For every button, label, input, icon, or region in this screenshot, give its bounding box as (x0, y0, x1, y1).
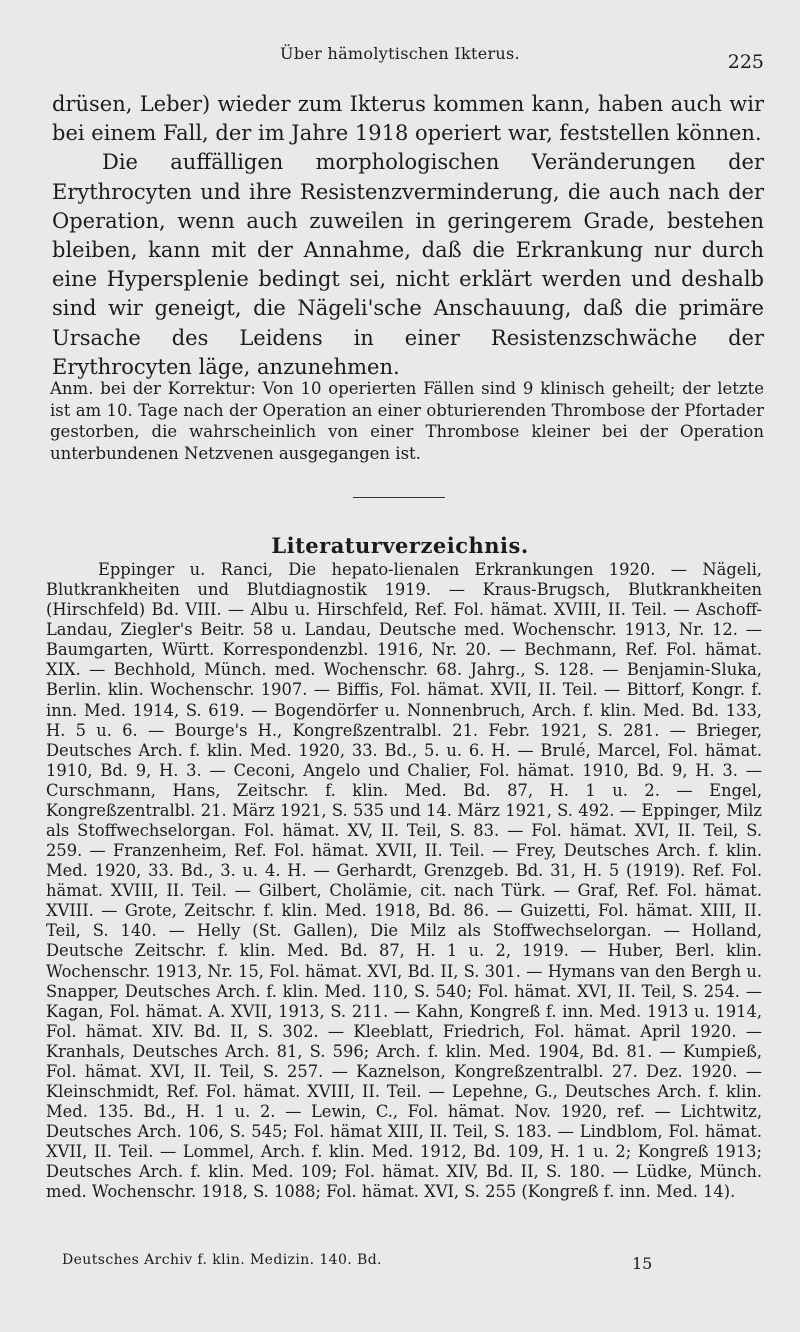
correction-note-text: Anm. bei der Korrektur: Von 10 operierten Fällen sind 9 klinisch geheilt; der letzte ist am 10. Tage nach der Operation an einer obturierenden Thrombose der Pfortader gestorben, die wahrscheinlich von einer Thrombose kleiner bei der Operation unterbundenen Netzvenen ausgegangen ist. (50, 379, 764, 463)
literature-references: Eppinger u. Ranci, Die hepato-lienalen Erkrankungen 1920. — Nägeli, Blutkrankheiten und Blutdiagnostik 1919. — Kraus-Brugsch, Blutkrankheiten (Hirschfeld) Bd. VIII. — Albu u. Hirschfeld, Ref. Fol. hämat. XVIII, II. Teil. — Aschoff-Landau, Ziegler's Beitr. 58 u. Landau, Deutsche med. Wochenschr. 1913, Nr. 12. — Baumgarten, Württ. Korrespondenzbl. 1916, Nr. 20. — Bechmann, Ref. Fol. hämat. XIX. — Bechhold, Münch. med. Wochenschr. 68. Jahrg., S. 128. — Benjamin-Sluka, Berlin. klin. Wochenschr. 1907. — Biffis, Fol. hämat. XVII, II. Teil. — Bittorf, Kongr. f. inn. Med. 1914, S. 619. — Bogendörfer u. Nonnenbruch, Arch. f. klin. Med. Bd. 133, H. 5 u. 6. — Bourge's H., Kongreßzentralbl. 21. Febr. 1921, S. 281. — Brieger, Deutsches Arch. f. klin. Med. 1920, 33. Bd., 5. u. 6. H. — Brulé, Marcel, Fol. hämat. 1910, Bd. 9, H. 3. — Ceconi, Angelo und Chalier, Fol. hämat. 1910, Bd. 9, H. 3. — Curschmann, Hans, Zeitschr. f. klin. Med. Bd. 87, H. 1 u. 2. — Engel, Kongreßzentralbl. 21. März 1921, S. 535 und 14. März 1921, S. 492. — Eppinger, Milz als Stoffwechselorgan. Fol. hämat. XV, II. Teil, S. 83. — Fol. hämat. XVI, II. Teil, S. 259. — Franzenheim, Ref. Fol. hämat. XVII, II. Teil. — Frey, Deutsches Arch. f. klin. Med. 1920, 33. Bd., 3. u. 4. H. — Gerhardt, Grenzgeb. Bd. 31, H. 5 (1919). Ref. Fol. hämat. XVIII, II. Teil. — Gilbert, Cholämie, cit. nach Türk. — Graf, Ref. Fol. hämat. XVIII. — Grote, Zeitschr. f. klin. Med. 1918, Bd. 86. — Guizetti, Fol. hämat. XIII, II. Teil, S. 140. — Helly (St. Gallen), Die Milz als Stoffwechselorgan. — Holland, Deutsche Zeitschr. f. klin. Med. Bd. 87, H. 1 u. 2, 1919. — Huber, Berl. klin. Wochenschr. 1913, Nr. 15, Fol. hämat. XVI, Bd. II, S. 301. — Hymans van den Bergh u. Snapper, Deutsches Arch. f. klin. Med. 110, S. 540; Fol. hämat. XVI, II. Teil, S. 254. — Kagan, Fol. hämat. A. XVII, 1913, S. 211. — Kahn, Kongreß f. inn. Med. 1913 u. 1914, Fol. hämat. XIV. Bd. II, S. 302. — Kleeblatt, Friedrich, Fol. hämat. April 1920. — Kranhals, Deutsches Arch. 81, S. 596; Arch. f. klin. Med. 1904, Bd. 81. — Kumpieß, Fol. hämat. XVI, II. Teil, S. 257. — Kaznelson, Kongreßzentralbl. 27. Dez. 1920. — Kleinschmidt, Ref. Fol. hämat. XVIII, II. Teil. — Lepehne, G., Deutsches Arch. f. klin. Med. 135. Bd., H. 1 u. 2. — Lewin, C., Fol. hämat. Nov. 1920, ref. — Lichtwitz, Deutsches Arch. 106, S. 545; Fol. hämat XIII, II. Teil, S. 183. — Lindblom, Fol. hämat. XVII, II. Teil. — Lommel, Arch. f. klin. Med. 1912, Bd. 109, H. 1 u. 2; Kongreß 1913; Deutsches Arch. f. klin. Med. 109; Fol. hämat. XIV, Bd. II, S. 180. — Lüdke, Münch. med. Wochenschr. 1918, S. 1088; Fol. hämat. XVI, S. 255 (Kongreß f. inn. Med. 14). (46, 560, 762, 1202)
sheet-signature: 15 (632, 1254, 653, 1273)
journal-footer: Deutsches Archiv f. klin. Medizin. 140. Bd. (62, 1252, 382, 1268)
section-divider (353, 497, 445, 498)
paragraph: Die auffälligen morphologischen Veränderungen der Erythrocyten und ihre Resistenzverminderung, die auch nach der Operation, wenn auch zuweilen in geringerem Grade, bestehen bleiben, kann mit der Annahme, daß die Erkrankung nur durch eine Hypersplenie bedingt sei, nicht erklärt werden und deshalb sind wir geneigt, die Nägeli'sche Anschauung, daß die primäre Ursache des Leidens in einer Resistenzschwäche der Erythrocyten läge, anzunehmen. (52, 150, 764, 379)
correction-note (50, 378, 764, 464)
main-text (52, 90, 764, 382)
paragraph: drüsen, Leber) wieder zum Ikterus kommen kann, haben auch wir bei einem Fall, der im Jahre 1918 operiert war, feststellen können. (52, 92, 764, 146)
literature-heading: Literaturverzeichnis. (271, 533, 529, 558)
page-number: 225 (727, 51, 764, 73)
running-title: Über hämolytischen Ikterus. (280, 44, 520, 63)
